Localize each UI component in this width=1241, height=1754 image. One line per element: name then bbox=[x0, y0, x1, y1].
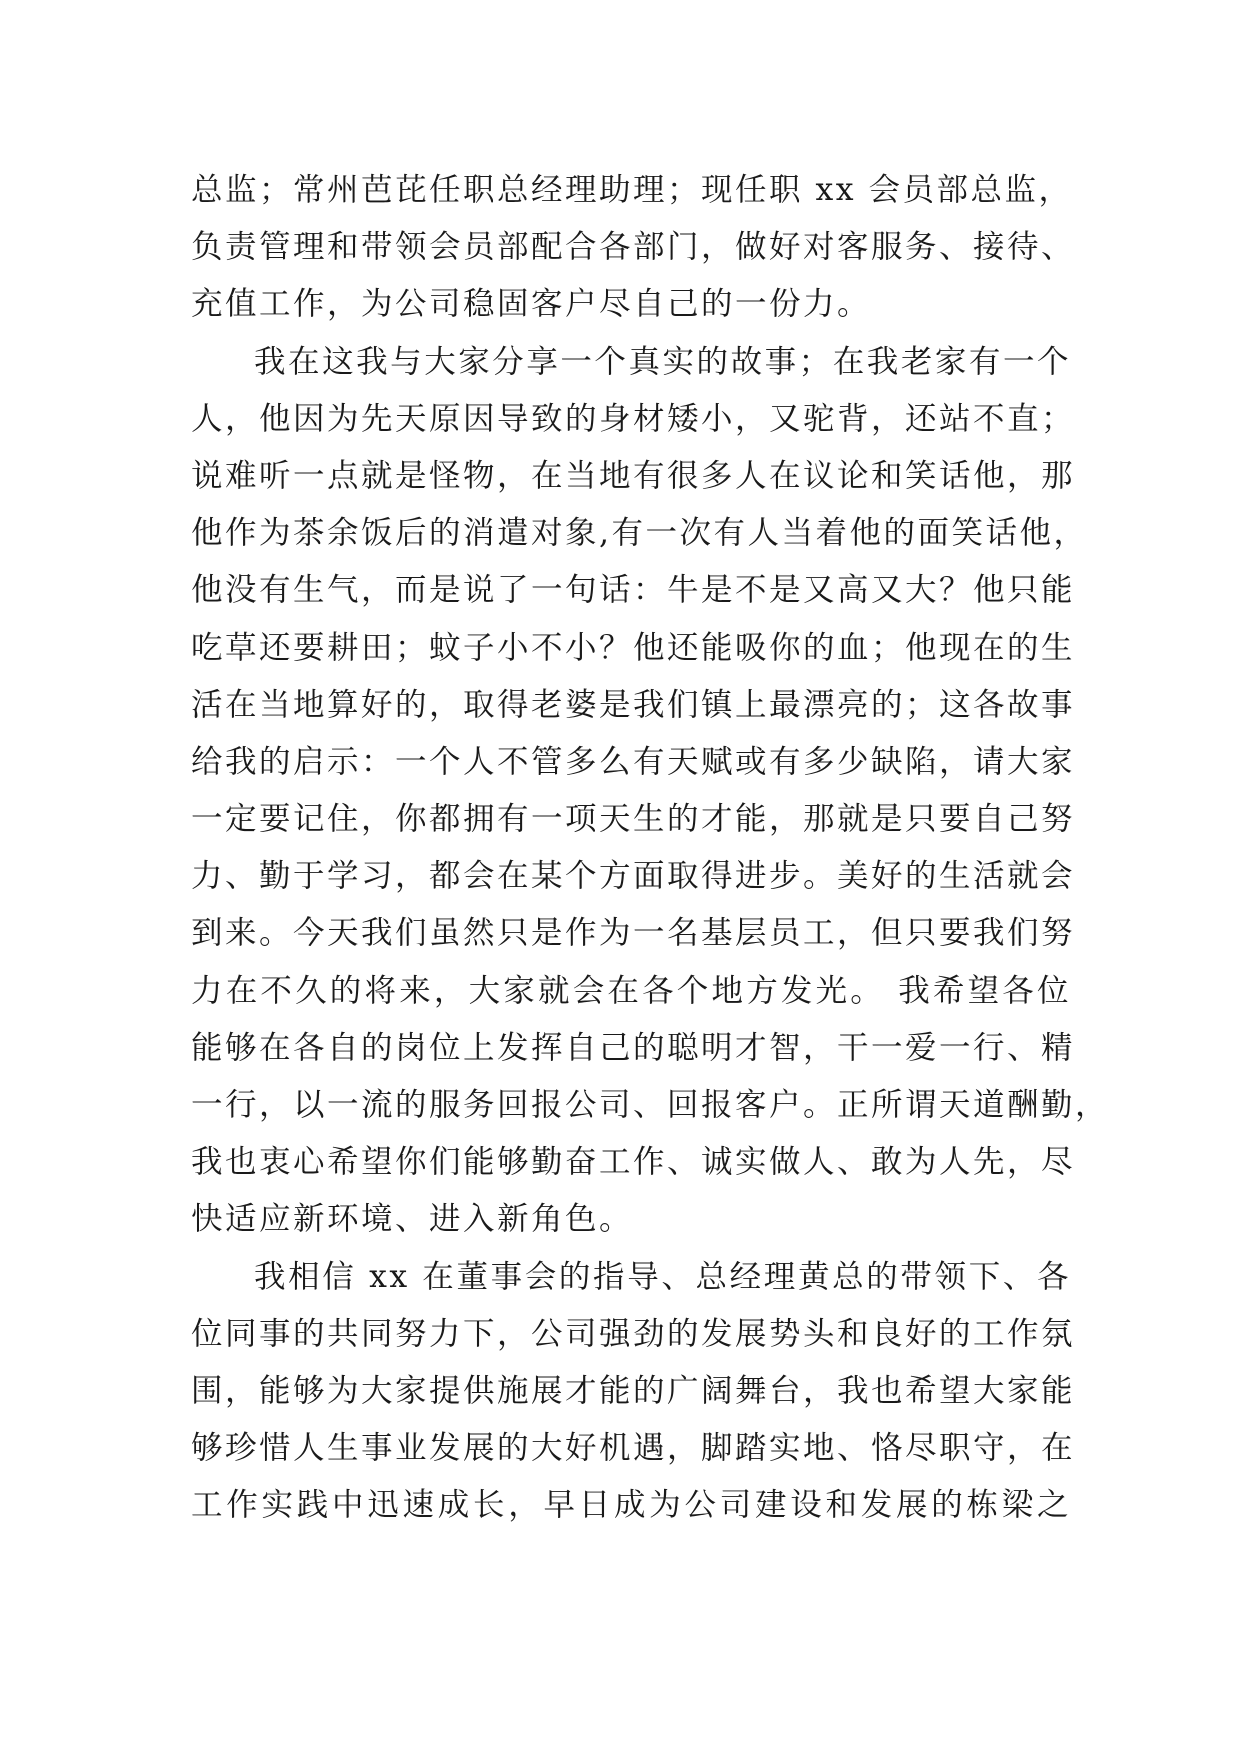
text-line: 一行，以一流的服务回报公司、回报客户。正所谓天道酬勤， bbox=[191, 1087, 1110, 1123]
text-line: 能够在各自的岗位上发挥自己的聪明才智，干一爱一行、精 bbox=[191, 1029, 1076, 1066]
text-line: 给我的启示：一个人不管多么有天赋或有多少缺陷，请大家 bbox=[191, 743, 1076, 780]
text-line: 说难听一点就是怪物，在当地有很多人在议论和笑话他，那 bbox=[191, 457, 1076, 494]
text-line: 位同事的共同努力下，公司强劲的发展势头和良好的工作氛 bbox=[191, 1315, 1076, 1352]
text-line: 吃草还要耕田；蚊子小不小？他还能吸你的血；他现在的生 bbox=[191, 629, 1076, 666]
text-line: 力、勤于学习，都会在某个方面取得进步。美好的生活就会 bbox=[191, 858, 1076, 895]
paragraph bbox=[191, 334, 1110, 1249]
text-line: 他没有生气，而是说了一句话：牛是不是又高又大？他只能 bbox=[191, 572, 1076, 609]
text-line: 工作实践中迅速成长，早日成为公司建设和发展的栋梁之 bbox=[191, 1487, 1071, 1524]
text-line: 总监；常州芭芘任职总经理助理；现任职 xx 会员部总监， bbox=[191, 172, 1073, 208]
text-line: 围，能够为大家提供施展才能的广阔舞台，我也希望大家能 bbox=[191, 1372, 1076, 1409]
paragraph bbox=[191, 1249, 1076, 1535]
body-text bbox=[191, 162, 1110, 1535]
text-line: 我在这我与大家分享一个真实的故事；在我老家有一个 bbox=[254, 343, 1071, 380]
text-line: 我相信 xx 在董事会的指导、总经理黄总的带领下、各 bbox=[254, 1258, 1071, 1295]
text-line: 快适应新环境、进入新角色。 bbox=[191, 1201, 634, 1238]
paragraph bbox=[191, 162, 1076, 334]
text-line: 负责管理和带领会员部配合各部门，做好对客服务、接待、 bbox=[191, 229, 1076, 266]
text-line: 人，他因为先天原因导致的身材矮小，又驼背，还站不直； bbox=[191, 400, 1076, 437]
text-line: 充值工作，为公司稳固客户尽自己的一份力。 bbox=[191, 286, 872, 323]
text-line: 他作为茶余饭后的消遣对象,有一次有人当着他的面笑话他， bbox=[191, 515, 1088, 552]
text-line: 活在当地算好的，取得老婆是我们镇上最漂亮的；这各故事 bbox=[191, 686, 1076, 723]
text-line: 力在不久的将来，大家就会在各个地方发光。 我希望各位 bbox=[191, 972, 1071, 1009]
text-line: 到来。今天我们虽然只是作为一名基层员工，但只要我们努 bbox=[191, 915, 1076, 952]
text-line: 够珍惜人生事业发展的大好机遇，脚踏实地、恪尽职守，在 bbox=[191, 1430, 1076, 1467]
text-line: 我也衷心希望你们能够勤奋工作、诚实做人、敢为人先，尽 bbox=[191, 1144, 1076, 1181]
text-line: 一定要记住，你都拥有一项天生的才能，那就是只要自己努 bbox=[191, 801, 1076, 838]
